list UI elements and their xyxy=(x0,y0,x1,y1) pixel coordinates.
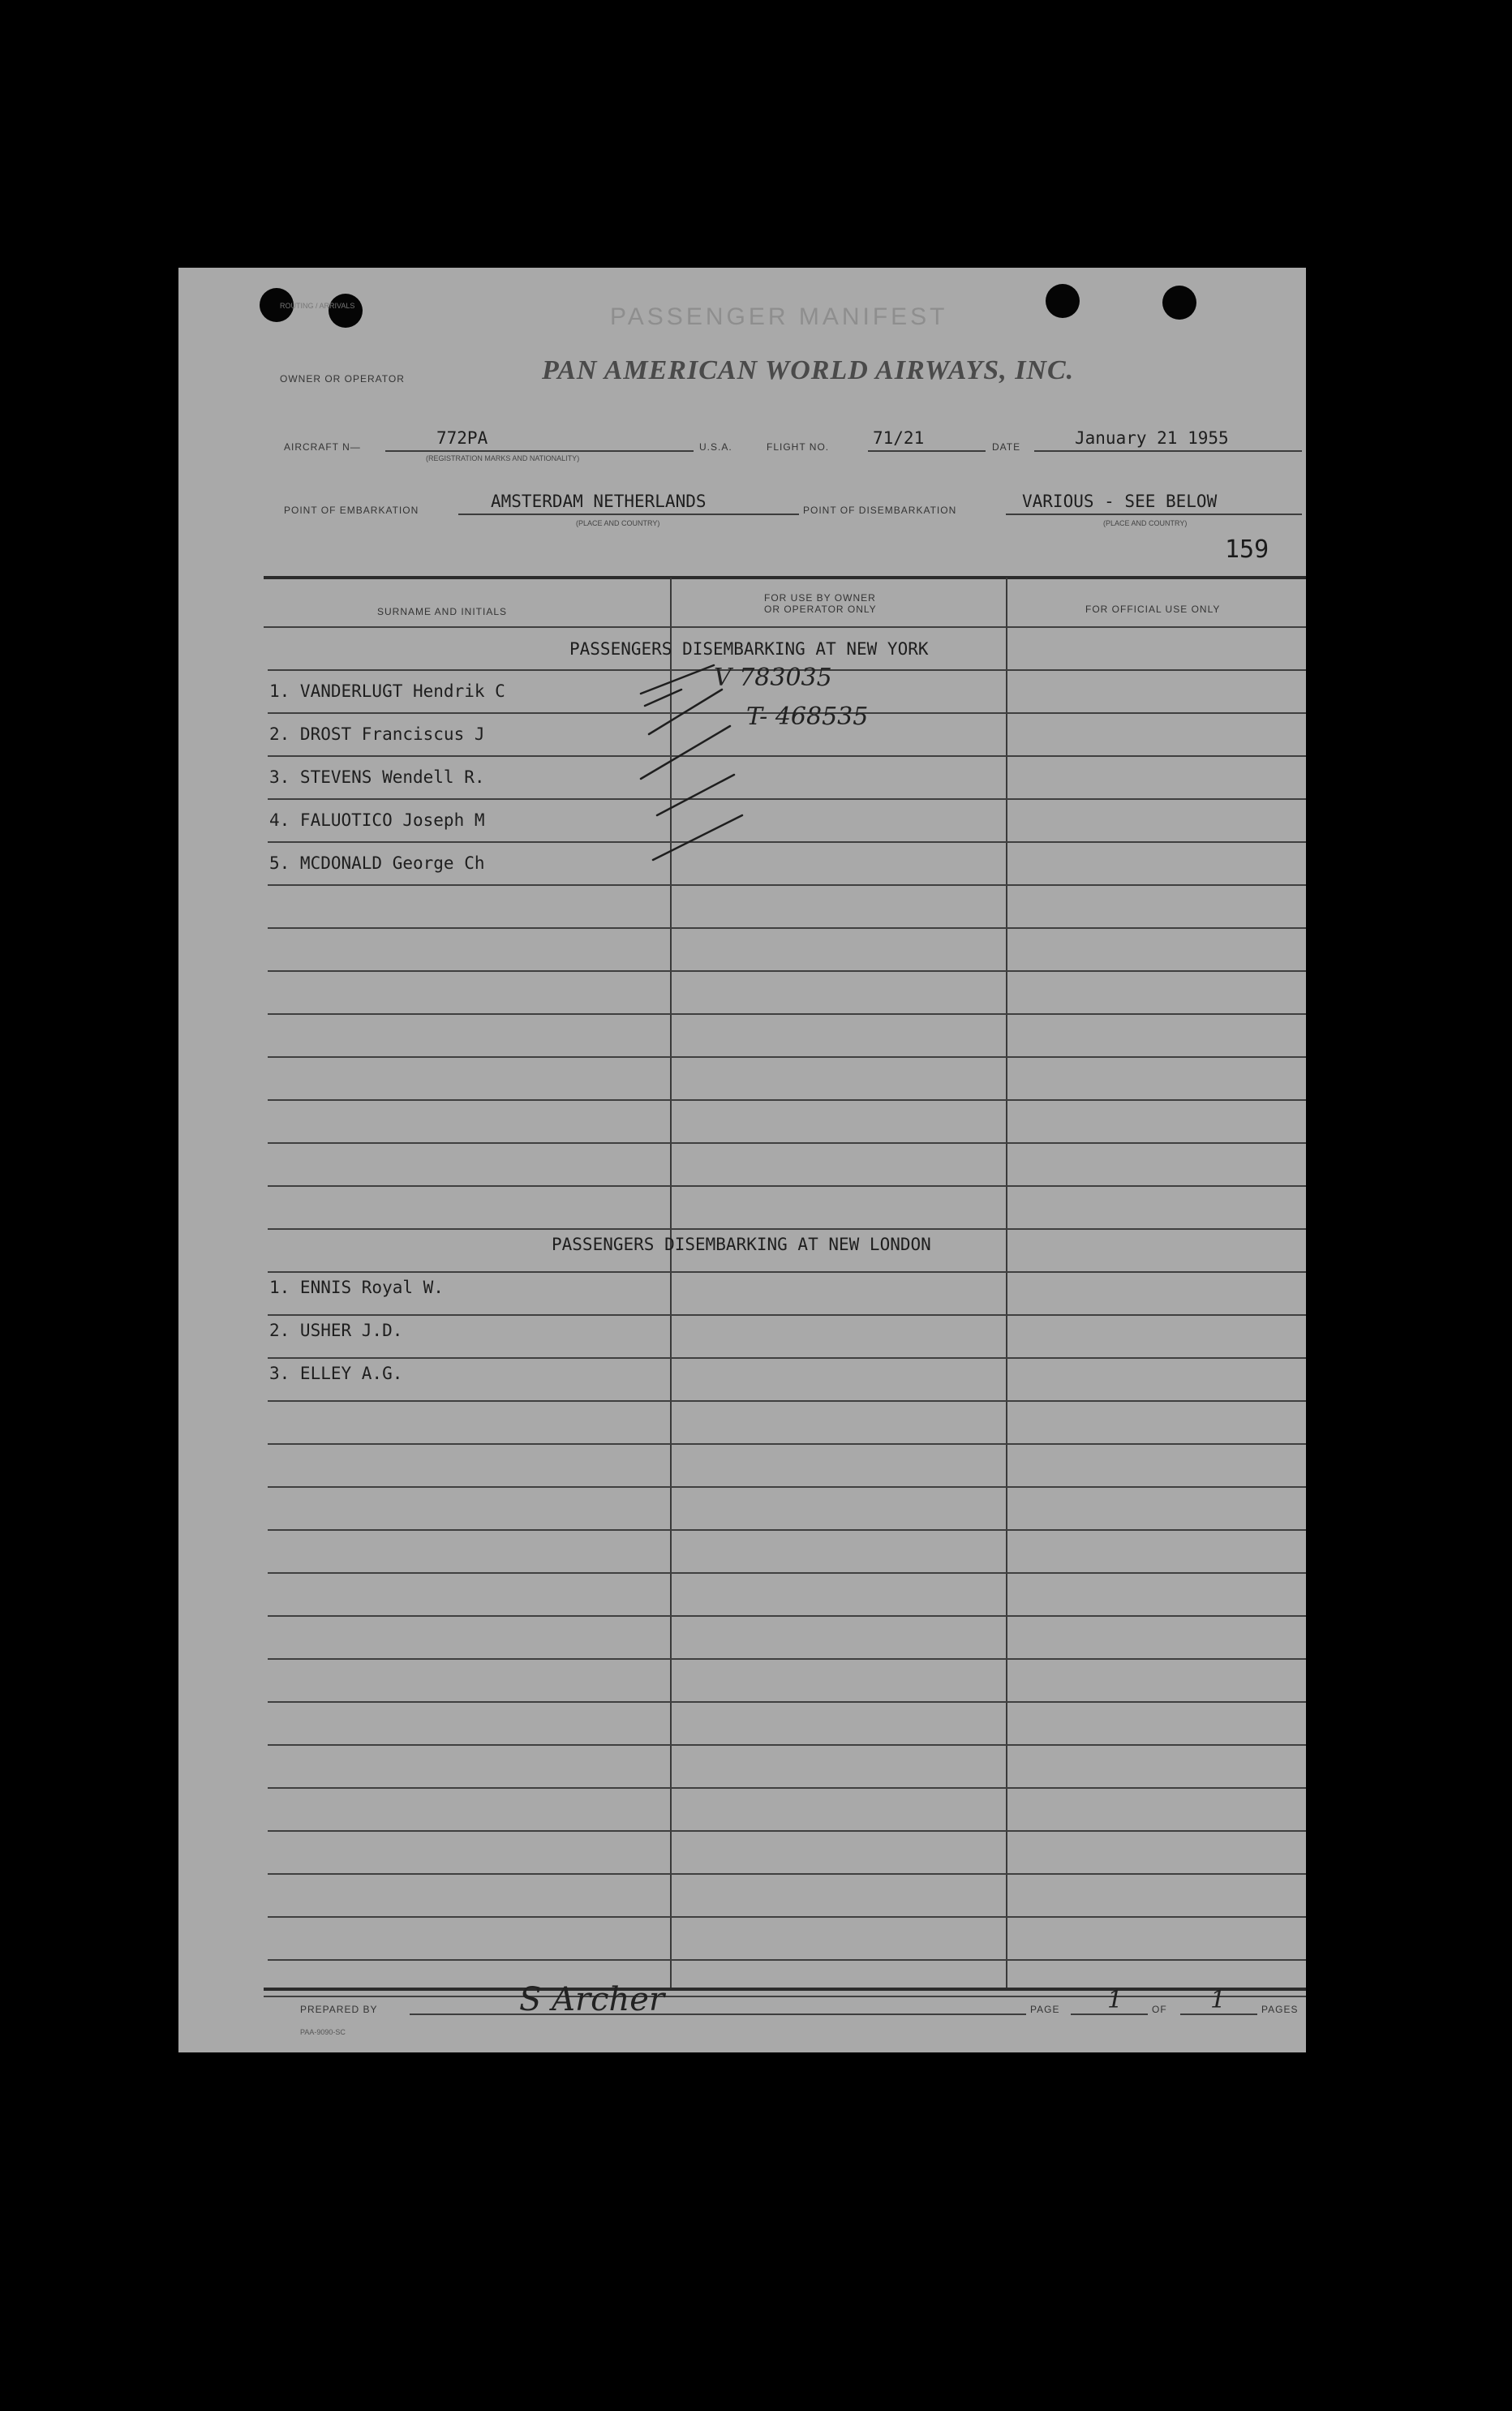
ruled-line xyxy=(268,1013,1306,1015)
ruled-line xyxy=(268,1744,1306,1746)
table-bottom-rule-2 xyxy=(264,1996,1306,1997)
punch-hole-right-1 xyxy=(1046,284,1080,318)
form-title: PASSENGER MANIFEST xyxy=(610,303,948,330)
of-value: 1 xyxy=(1210,1986,1226,2014)
ruled-line xyxy=(268,1271,1306,1273)
ruled-line xyxy=(268,1314,1306,1316)
ruled-line xyxy=(268,970,1306,972)
passenger-row-3: 3. STEVENS Wendell R. xyxy=(269,767,485,787)
aircraft-value: 772PA xyxy=(436,428,488,448)
ruled-line xyxy=(268,1443,1306,1445)
form-code: PAA-9090-SC xyxy=(300,2028,346,2036)
punch-hole-left-2 xyxy=(329,294,363,328)
passenger-row-8: 3. ELLEY A.G. xyxy=(269,1364,403,1383)
column-header-owner-use-2: OR OPERATOR ONLY xyxy=(764,604,877,615)
flight-value: 71/21 xyxy=(873,428,925,448)
embarkation-sub: (PLACE AND COUNTRY) xyxy=(576,519,660,527)
page-number: 159 xyxy=(1225,535,1269,564)
of-label: OF xyxy=(1152,2004,1167,2015)
passenger-row-2: 2. DROST Franciscus J xyxy=(269,724,485,744)
date-line xyxy=(1034,450,1302,452)
prepared-by-label: PREPARED BY xyxy=(300,2004,378,2015)
ruled-line xyxy=(268,1099,1306,1101)
passenger-row-4: 4. FALUOTICO Joseph M xyxy=(269,810,485,830)
ruled-line xyxy=(268,755,1306,757)
ruled-line xyxy=(268,1056,1306,1058)
signature: S Archer xyxy=(519,1981,665,2018)
column-header-official: FOR OFFICIAL USE ONLY xyxy=(1085,604,1221,615)
column-divider-2 xyxy=(1006,578,1007,1988)
ruled-line xyxy=(268,1228,1306,1230)
passenger-row-1: 1. VANDERLUGT Hendrik C xyxy=(269,681,505,701)
ruled-line xyxy=(268,1615,1306,1617)
company-name: PAN AMERICAN WORLD AIRWAYS, INC. xyxy=(542,355,1075,385)
owner-label: OWNER OR OPERATOR xyxy=(280,373,405,385)
section-heading-new-london: PASSENGERS DISEMBARKING AT NEW LONDON xyxy=(552,1235,931,1254)
annotation-visa-2: T- 468535 xyxy=(746,703,869,731)
aircraft-line xyxy=(385,450,694,452)
passenger-row-6: 1. ENNIS Royal W. xyxy=(269,1278,444,1297)
punch-hole-right-2 xyxy=(1162,286,1196,320)
passenger-row-7: 2. USHER J.D. xyxy=(269,1321,403,1340)
manifest-sheet xyxy=(178,268,1306,2052)
ruled-line xyxy=(268,1658,1306,1660)
disembarkation-label: POINT OF DISEMBARKATION xyxy=(803,505,957,516)
ruled-line xyxy=(268,927,1306,929)
ruled-line xyxy=(268,1572,1306,1574)
table-bottom-rule xyxy=(264,1988,1306,1991)
column-header-owner-use-1: FOR USE BY OWNER xyxy=(764,592,876,604)
ruled-line xyxy=(268,798,1306,800)
disembarkation-sub: (PLACE AND COUNTRY) xyxy=(1103,519,1188,527)
ruled-line xyxy=(268,1787,1306,1789)
pages-label: PAGES xyxy=(1261,2004,1299,2015)
ruled-line xyxy=(268,1357,1306,1359)
ruled-line xyxy=(268,1701,1306,1703)
ruled-line xyxy=(268,841,1306,843)
page-value: 1 xyxy=(1107,1986,1123,2014)
page-label: PAGE xyxy=(1030,2004,1060,2015)
handwritten-check-marks xyxy=(633,657,762,900)
ruled-line xyxy=(268,1529,1306,1531)
ruled-line xyxy=(268,1486,1306,1488)
ruled-line xyxy=(268,884,1306,886)
date-value: January 21 1955 xyxy=(1075,428,1229,448)
embarkation-line xyxy=(458,514,799,515)
ruled-line xyxy=(268,1873,1306,1875)
table-top-rule xyxy=(264,576,1306,579)
ruled-line xyxy=(268,1185,1306,1187)
usa-label: U.S.A. xyxy=(699,441,732,453)
ruled-line xyxy=(268,1142,1306,1144)
table-header-rule xyxy=(264,626,1306,628)
disembarkation-value: VARIOUS - SEE BELOW xyxy=(1022,492,1218,511)
aircraft-sub: (REGISTRATION MARKS AND NATIONALITY) xyxy=(426,454,580,462)
flight-line xyxy=(868,450,986,452)
passenger-row-5: 5. MCDONALD George Ch xyxy=(269,853,485,873)
ruled-line xyxy=(268,1400,1306,1402)
ruled-line xyxy=(268,1916,1306,1918)
disembarkation-line xyxy=(1006,514,1302,515)
date-label: DATE xyxy=(992,441,1021,453)
section-heading-new-york: PASSENGERS DISEMBARKING AT NEW YORK xyxy=(569,639,929,659)
column-header-surname: SURNAME AND INITIALS xyxy=(377,606,508,617)
ruled-line xyxy=(268,1830,1306,1832)
ruled-line xyxy=(268,1959,1306,1961)
annotation-visa-1: V 783035 xyxy=(714,664,832,692)
embarkation-value: AMSTERDAM NETHERLANDS xyxy=(491,492,707,511)
prepared-by-line xyxy=(410,2013,1026,2015)
aircraft-label: AIRCRAFT N— xyxy=(284,441,361,453)
flight-label: FLIGHT NO. xyxy=(767,441,830,453)
embarkation-label: POINT OF EMBARKATION xyxy=(284,505,419,516)
routing-stamp: ROUTING / ARRIVALS xyxy=(280,302,355,310)
